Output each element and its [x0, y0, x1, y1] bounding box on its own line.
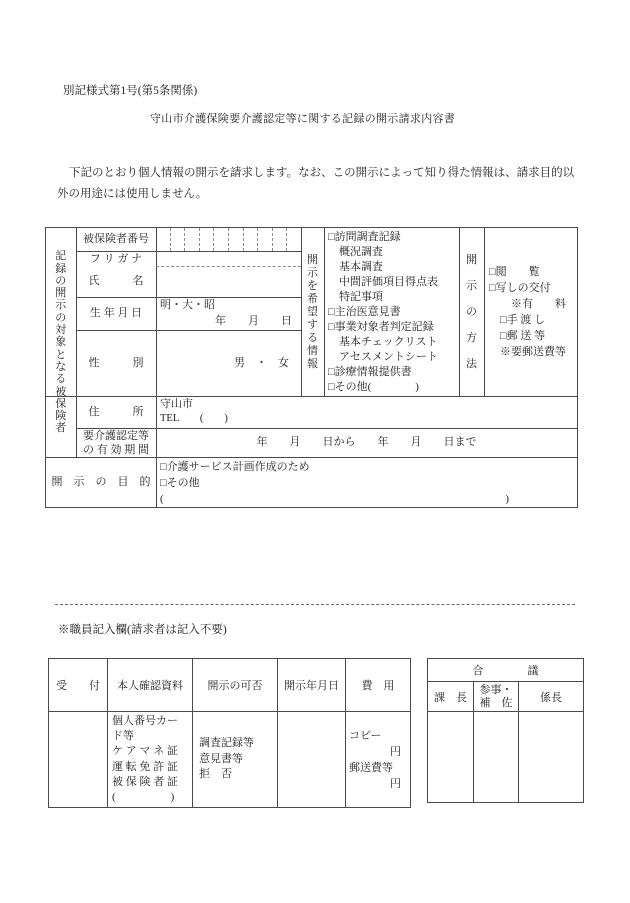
digit-box	[156, 228, 171, 251]
decision-line: 調査記録等	[199, 737, 254, 750]
validity-value: 年 月 日から 年 月 日まで	[256, 436, 477, 448]
furigana-label: フ リ ガ ナ	[89, 253, 143, 265]
reception-table	[48, 658, 411, 808]
address-label: 住 所	[88, 406, 144, 418]
council-title: 合 議	[428, 659, 584, 682]
info-item: □その他( )	[328, 381, 419, 393]
reception-header: 受 付	[49, 659, 108, 712]
council-empty-cell	[428, 712, 474, 803]
birth-era: 明・大・昭	[160, 299, 215, 311]
id-docs-header: 本人確認資料	[108, 659, 193, 712]
name-separator-dashed-line	[156, 266, 301, 267]
council-role-line: 参事・	[479, 683, 513, 696]
info-item: □事業対象者判定記録	[328, 321, 434, 333]
info-item: 概況調査	[328, 246, 383, 258]
purpose-label: 開 示 の 目 的	[51, 476, 151, 488]
cost-cell	[346, 712, 411, 808]
cost-line: コピー	[349, 729, 382, 742]
id-docs-cell	[108, 712, 193, 808]
purpose-paren-line	[160, 491, 577, 507]
digit-box	[287, 228, 301, 251]
decision-header: 開示の可否	[193, 659, 278, 712]
council-empty-cell	[474, 712, 519, 803]
date-empty-cell	[278, 712, 346, 808]
birth-cell	[156, 297, 301, 330]
cost-header: 費 用	[346, 659, 411, 712]
date-header: 開示年月日	[278, 659, 346, 712]
method-item: □手 渡 し	[489, 314, 546, 326]
council-role-kakaricho: 係長	[519, 682, 584, 712]
info-item: 基本調査	[328, 261, 383, 273]
method-item: □郵 送 等	[489, 330, 546, 342]
insured-number-label: 被保険者番号	[83, 233, 149, 245]
address-city: 守山市	[160, 398, 193, 410]
digit-box	[258, 228, 273, 251]
validity-label-line2: の 有 効 期 間	[83, 444, 149, 456]
id-doc-line: ド等	[112, 730, 134, 743]
section-dashed-divider	[55, 604, 575, 605]
method-items-list	[484, 228, 577, 396]
decision-line: 意見書等	[199, 752, 243, 765]
council-role-sanji-hosa	[474, 682, 519, 712]
id-doc-line: 運 転 免 許 証	[112, 760, 178, 773]
cost-line: 円	[390, 777, 401, 790]
purpose-option: □その他	[160, 477, 200, 489]
info-item: アセスメントシート	[328, 351, 438, 363]
info-header-cell	[301, 228, 324, 396]
digit-box	[200, 228, 215, 251]
id-doc-line: 個人番号カー	[112, 715, 178, 727]
id-doc-line: ケ ア マ ネ 証	[112, 745, 178, 758]
subject-header-text: 記録の開示の対象となる被保険者	[55, 250, 67, 435]
council-role-line: 補 佐	[479, 696, 513, 709]
purpose-option: □介護サービス計画作成のため	[160, 461, 310, 473]
cost-line: 郵送費等	[349, 761, 393, 774]
method-item: □閲 覧	[489, 266, 540, 278]
insured-number-boxes	[156, 228, 301, 251]
digit-box	[171, 228, 186, 251]
gender-label: 性 別	[88, 357, 144, 369]
digit-box	[214, 228, 229, 251]
method-item: □写しの交付	[489, 282, 551, 294]
method-item: ※有 料	[489, 298, 566, 310]
info-items-list	[324, 228, 459, 396]
info-item: 特記事項	[328, 291, 383, 303]
digit-box	[273, 228, 288, 251]
main-table	[45, 227, 578, 508]
id-doc-line: 被 保 険 者 証	[112, 775, 178, 788]
address-tel: TEL ( )	[160, 413, 228, 424]
method-header-text: 開示の方法	[466, 254, 477, 370]
gender-value: 男 ・ 女	[234, 357, 289, 369]
council-table	[427, 658, 584, 803]
form-number: 別記様式第1号(第5条関係)	[63, 85, 198, 97]
council-role-kacho: 課 長	[428, 682, 474, 712]
council-empty-cell	[519, 712, 584, 803]
staff-note: ※職員記入欄(請求者は記入不要)	[58, 624, 227, 636]
reception-empty-cell	[49, 712, 108, 808]
decision-line: 拒 否	[199, 768, 232, 781]
info-header-text: 開示を希望する情報	[307, 253, 318, 370]
info-item: □訪問調査記録	[328, 231, 401, 243]
purpose-paren-open: (	[160, 493, 164, 505]
validity-label	[76, 428, 156, 457]
intro-paragraph: 下記のとおり個人情報の開示を請求します。なお、この開示によって知り得た情報は、請求目的以外の用途には使用しません。	[57, 167, 575, 200]
page-title: 守山市介護保険要介護認定等に関する記録の開示請求内容書	[150, 113, 456, 125]
subject-header-cell	[46, 228, 76, 457]
id-doc-line: ( )	[112, 791, 175, 804]
cost-line: 円	[390, 745, 401, 758]
decision-cell	[193, 712, 278, 808]
info-item: □診療情報提供書	[328, 366, 412, 378]
digit-box	[244, 228, 259, 251]
info-item: □主治医意見書	[328, 306, 401, 318]
address-cell	[156, 396, 577, 428]
validity-label-line1: 要介護認定等	[83, 430, 149, 442]
name-label: 氏 名	[88, 275, 144, 287]
digit-box	[185, 228, 200, 251]
method-header-cell	[459, 228, 484, 396]
purpose-paren-close: )	[505, 493, 509, 505]
birth-label: 生 年 月 日	[89, 307, 143, 319]
purpose-cell	[156, 457, 577, 507]
info-item: 中間評価項目得点表	[328, 276, 438, 288]
digit-box	[229, 228, 244, 251]
info-item: 基本チェックリスト	[328, 336, 438, 348]
birth-ymd: 年 月 日	[215, 315, 292, 327]
method-item: ※要郵送費等	[489, 346, 566, 358]
